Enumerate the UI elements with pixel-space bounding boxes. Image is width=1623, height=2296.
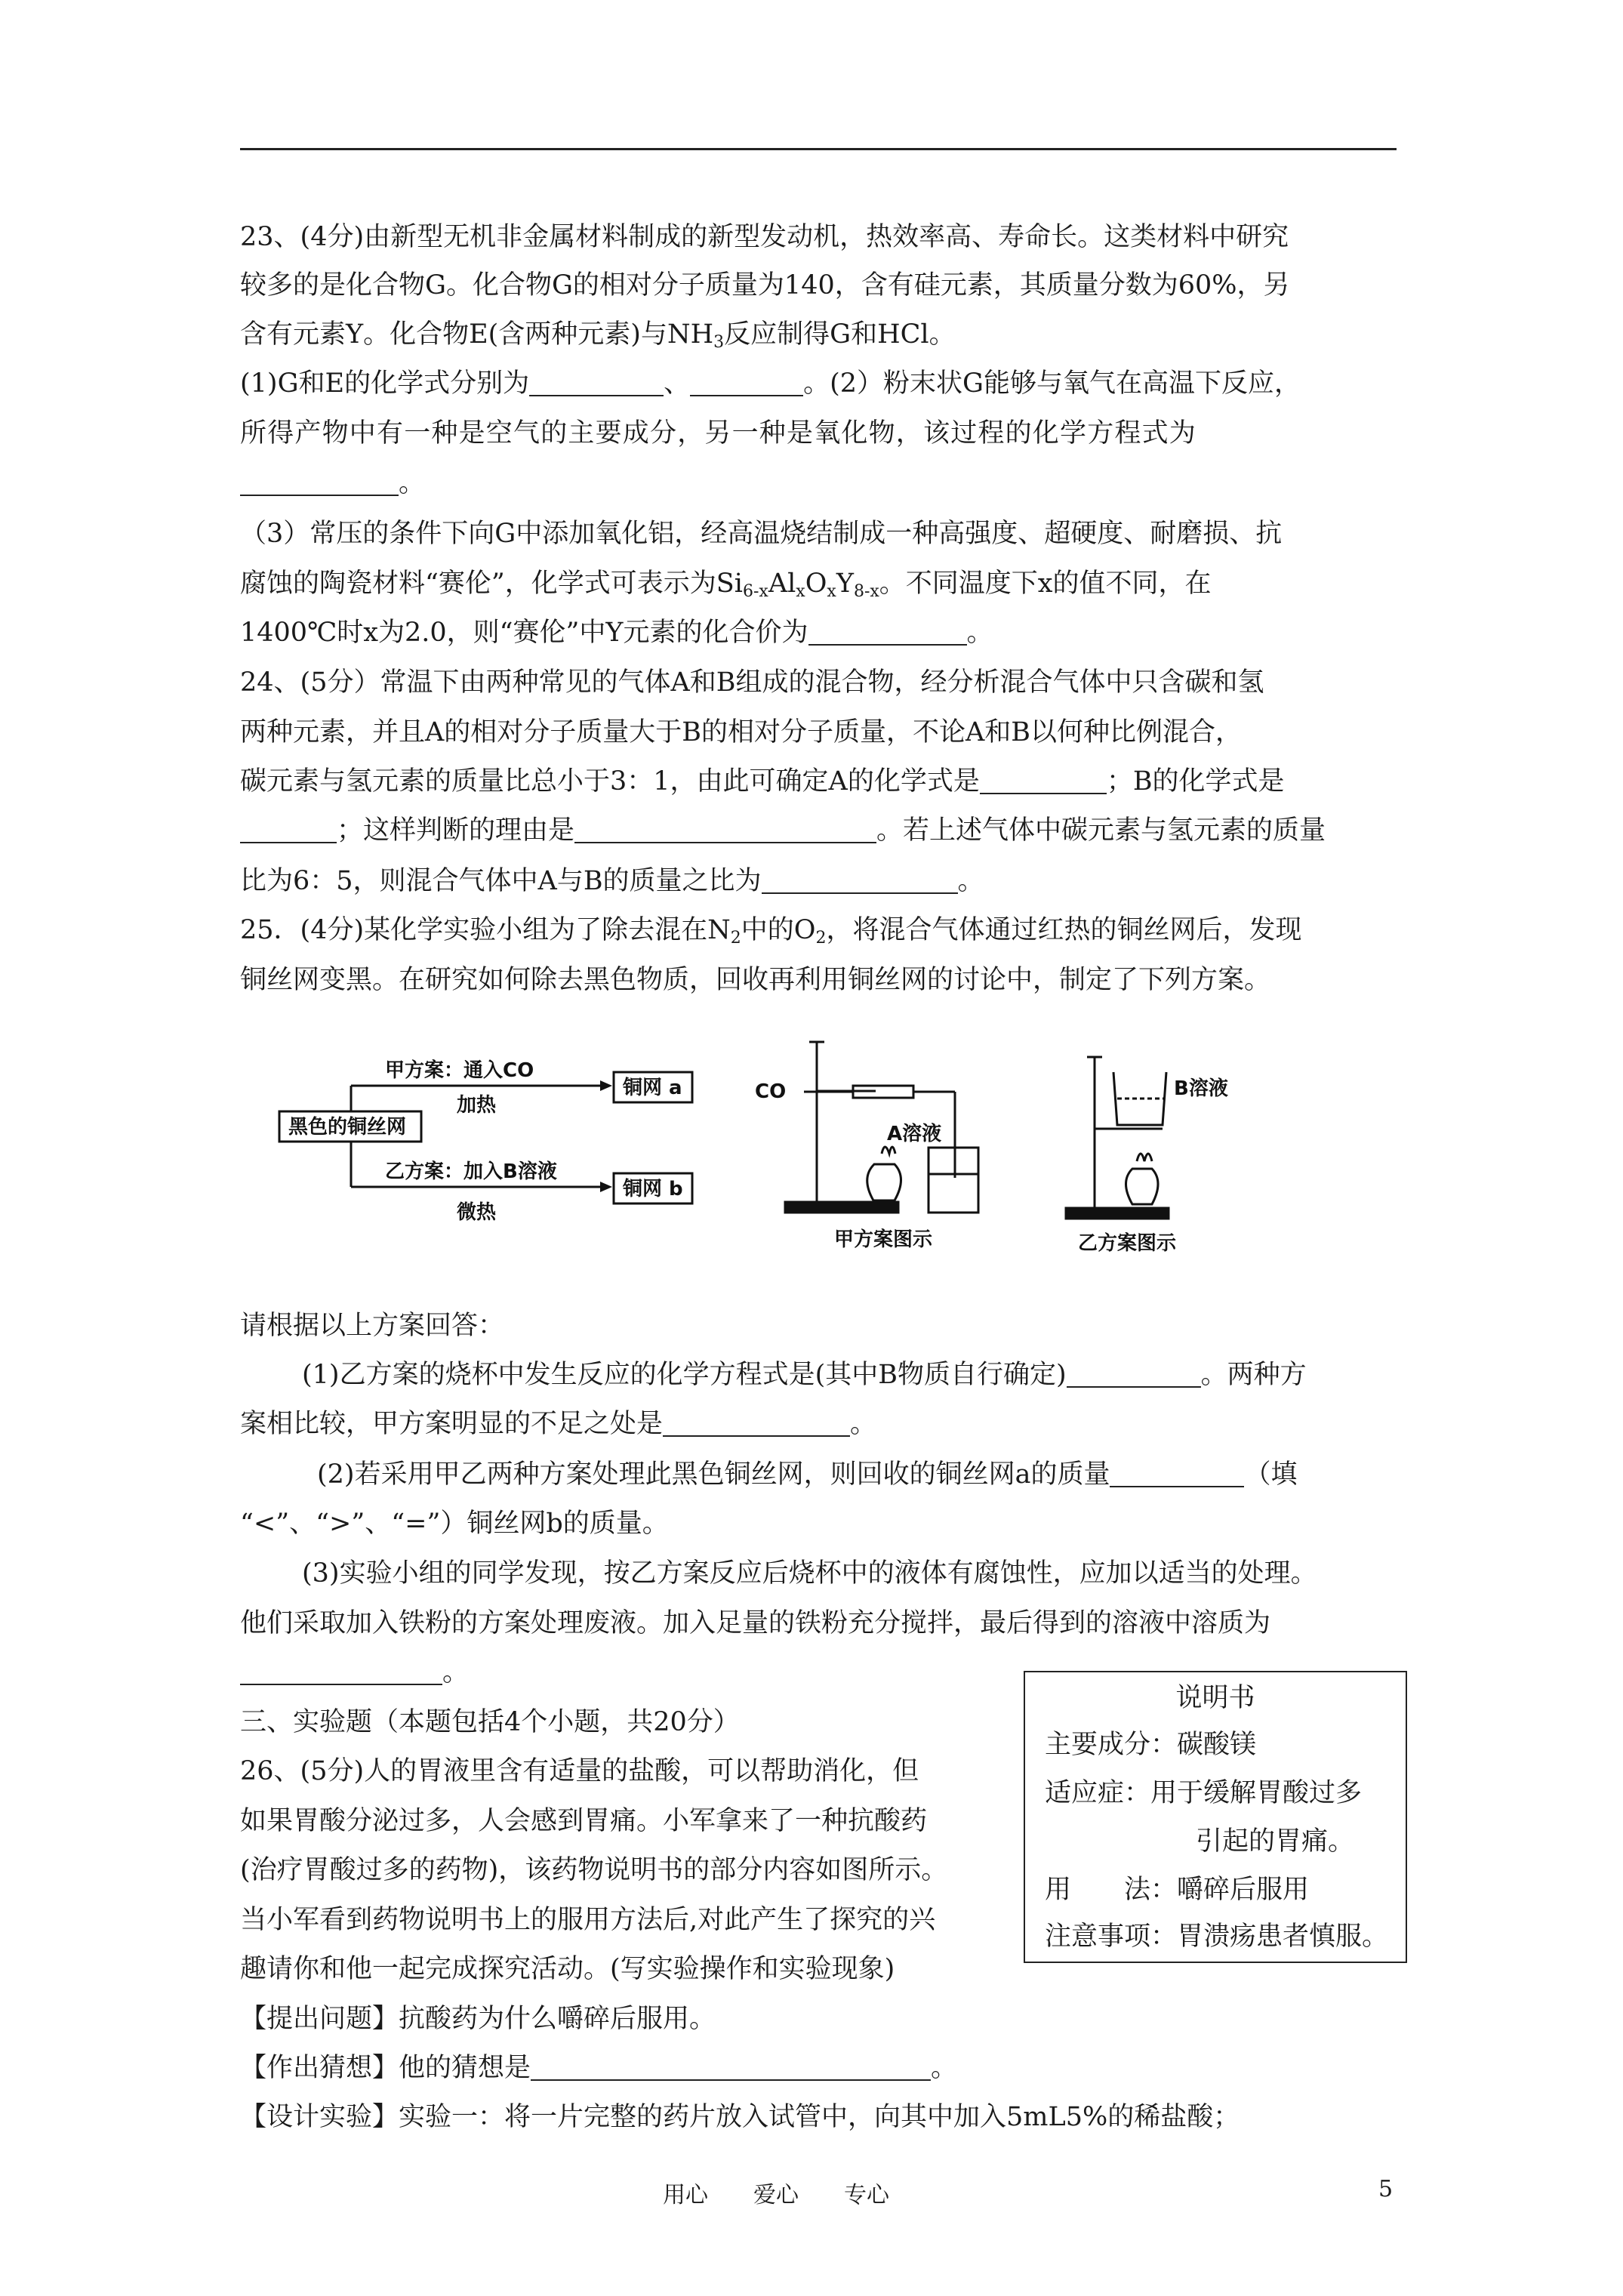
a-solution-label: A溶液 [887, 1123, 942, 1145]
answer-blank[interactable] [808, 621, 967, 646]
plan-a-diagram-caption: 甲方案图示 [834, 1228, 933, 1251]
q23-line-1: 23、(4分)由新型无机非金属材料制成的新型发动机，热效率高、寿命长。这类材料中研究 [240, 222, 1289, 252]
b-solution-label: B溶液 [1174, 1077, 1228, 1100]
q23-line-5: 所得产物中有一种是空气的主要成分，另一种是氧化物，该过程的化学方程式为 [240, 418, 1197, 448]
q24-line-4: ；这样判断的理由是 。若上述气体中碳元素与氢元素的质量 [240, 814, 1403, 847]
q26-line-4: 当小军看到药物说明书上的服用方法后,对此产生了探究的兴 [240, 1905, 936, 1935]
answer-prompt: 请根据以上方案回答： [240, 1311, 505, 1341]
q24-line-5: 比为6：5，则混合气体中A与B的质量之比为 。 [240, 866, 984, 896]
answer-blank[interactable] [1067, 1364, 1201, 1388]
answer-blank[interactable] [663, 1413, 850, 1437]
q25-sub3-line-1: (3)实验小组的同学发现，按乙方案反应后烧杯中的液体有腐蚀性，应加以适当的处理。 [302, 1558, 1317, 1589]
q24-line-2: 两种元素，并且A的相对分子质量大于B的相对分子质量，不论A和B以何种比例混合， [240, 717, 1242, 747]
q25-sub1-line-2: 案相比较，甲方案明显的不足之处是 。 [240, 1409, 877, 1439]
warm-label: 微热 [457, 1201, 497, 1224]
plan-b-diagram-caption: 乙方案图示 [1078, 1232, 1177, 1253]
q25-sub3-line-2: 他们采取加入铁粉的方案处理废液。加入足量的铁粉充分搅拌，最后得到的溶液中溶质为 [240, 1608, 1271, 1638]
co-label: CO [755, 1080, 787, 1103]
section-heading: 三、实验题（本题包括4个小题，共20分） [240, 1707, 740, 1737]
answer-blank[interactable] [980, 770, 1107, 794]
experiment-figure [257, 1027, 1283, 1253]
manual-usage: 用 法：嚼碎后服用 [1045, 1875, 1310, 1905]
net-a-label: 铜网 a [623, 1077, 682, 1099]
q26-experiment: 【设计实验】实验一：将一片完整的药片放入试管中，向其中加入5mL5%的稀盐酸； [240, 2102, 1240, 2132]
manual-indication-cont: 引起的胃痛。 [1196, 1826, 1355, 1857]
manual-title: 说明书 [1175, 1683, 1255, 1713]
q23-line-9: 1400℃时x为2.0，则“赛伦”中Y元素的化合价为 。 [240, 618, 993, 648]
net-b-label: 铜网 b [623, 1178, 683, 1200]
q24-line-1: 24、(5分）常温下由两种常见的气体A和B组成的混合物，经分析混合气体中只含碳和氢 [240, 667, 1264, 698]
q25-sub3-line-3: 。 [240, 1656, 1403, 1689]
q23-line-7: （3）常压的条件下向G中添加氧化铝，经高温烧结制成一种高强度、超硬度、耐磨损、抗 [240, 519, 1283, 549]
q26-line-1: 26、(5分)人的胃液里含有适量的盐酸，可以帮助消化，但 [240, 1756, 919, 1786]
q25-line-2: 铜丝网变黑。在研究如何除去黑色物质，回收再利用铜丝网的讨论中，制定了下列方案。 [240, 965, 1271, 995]
q23-line-6: 。 [240, 467, 1403, 500]
manual-indication: 适应症：用于缓解胃酸过多 [1045, 1778, 1363, 1808]
q25-sub2-line-1: (2)若采用甲乙两种方案处理此黑色铜丝网，则回收的铜丝网a的质量 （填 [317, 1459, 1298, 1490]
q23-line-2: 较多的是化合物G。化合物G的相对分子质量为140，含有硅元素，其质量分数为60%，另 [240, 270, 1290, 300]
medicine-manual-box [1024, 1671, 1407, 1963]
answer-blank[interactable] [1110, 1463, 1244, 1487]
plan-b-label: 乙方案：加入B溶液 [385, 1160, 557, 1183]
manual-caution: 注意事项：胃溃疡患者慎服。 [1045, 1922, 1389, 1952]
q26-line-5: 趣请你和他一起完成探究活动。(写实验操作和实验现象) [240, 1954, 895, 1984]
page-number: 5 [1378, 2176, 1394, 2202]
plan-a-apparatus [785, 1042, 978, 1213]
answer-blank[interactable] [529, 372, 664, 396]
header-rule [240, 148, 1397, 150]
q24-line-3: 碳元素与氢元素的质量比总小于3：1，由此可确定A的化学式是 ；B的化学式是 [240, 766, 1285, 797]
q25-sub2-line-2: “<”、“>”、“=”）铜丝网b的质量。 [240, 1509, 669, 1539]
answer-blank[interactable] [240, 472, 399, 496]
q23-line-4: (1)G和E的化学式分别为 、 。(2）粉末状G能够与氧气在高温下反应， [240, 368, 1301, 399]
answer-blank[interactable] [531, 2057, 931, 2081]
q26-hypothesis: 【作出猜想】他的猜想是 。 [240, 2053, 958, 2083]
q25-line-1: 25．(4分)某化学实验小组为了除去混在$N_2$中的$O_2$，将混合气体通过红热的铜丝网后，发现 [240, 915, 1302, 948]
answer-blank[interactable] [574, 819, 876, 843]
footer-motto: 用心 爱心 专心 [663, 2182, 889, 2208]
q23-line-3: 含有元素Y。化合物E(含两种元素)与$NH_3$反应制得G和HCl。 [240, 319, 956, 352]
manual-ingredient: 主要成分：碳酸镁 [1045, 1730, 1257, 1760]
q26-line-2: 如果胃酸分泌过多，人会感到胃痛。小军拿来了一种抗酸药 [240, 1806, 928, 1836]
q25-sub1-line-1: (1)乙方案的烧杯中发生反应的化学方程式是(其中B物质自行确定) 。两种方 [302, 1360, 1307, 1390]
q26-line-3: (治疗胃酸过多的药物)，该药物说明书的部分内容如图所示。 [240, 1855, 948, 1885]
answer-blank[interactable] [240, 1661, 442, 1685]
q23-line-8: 腐蚀的陶瓷材料“赛伦”，化学式可表示为$Si_{6-x}Al_xO_xY_{8-x}$。不同温度下x的值不同，在 [240, 569, 1212, 601]
black-net-label: 黑色的铜丝网 [288, 1116, 407, 1139]
plan-a-label: 甲方案：通入CO [385, 1059, 534, 1082]
answer-blank[interactable] [762, 870, 958, 894]
heat-label: 加热 [457, 1094, 497, 1117]
plan-b-apparatus [1066, 1057, 1169, 1219]
q26-question: 【提出问题】抗酸药为什么嚼碎后服用。 [240, 2004, 716, 2034]
answer-blank[interactable] [240, 819, 337, 843]
answer-blank[interactable] [690, 372, 803, 396]
